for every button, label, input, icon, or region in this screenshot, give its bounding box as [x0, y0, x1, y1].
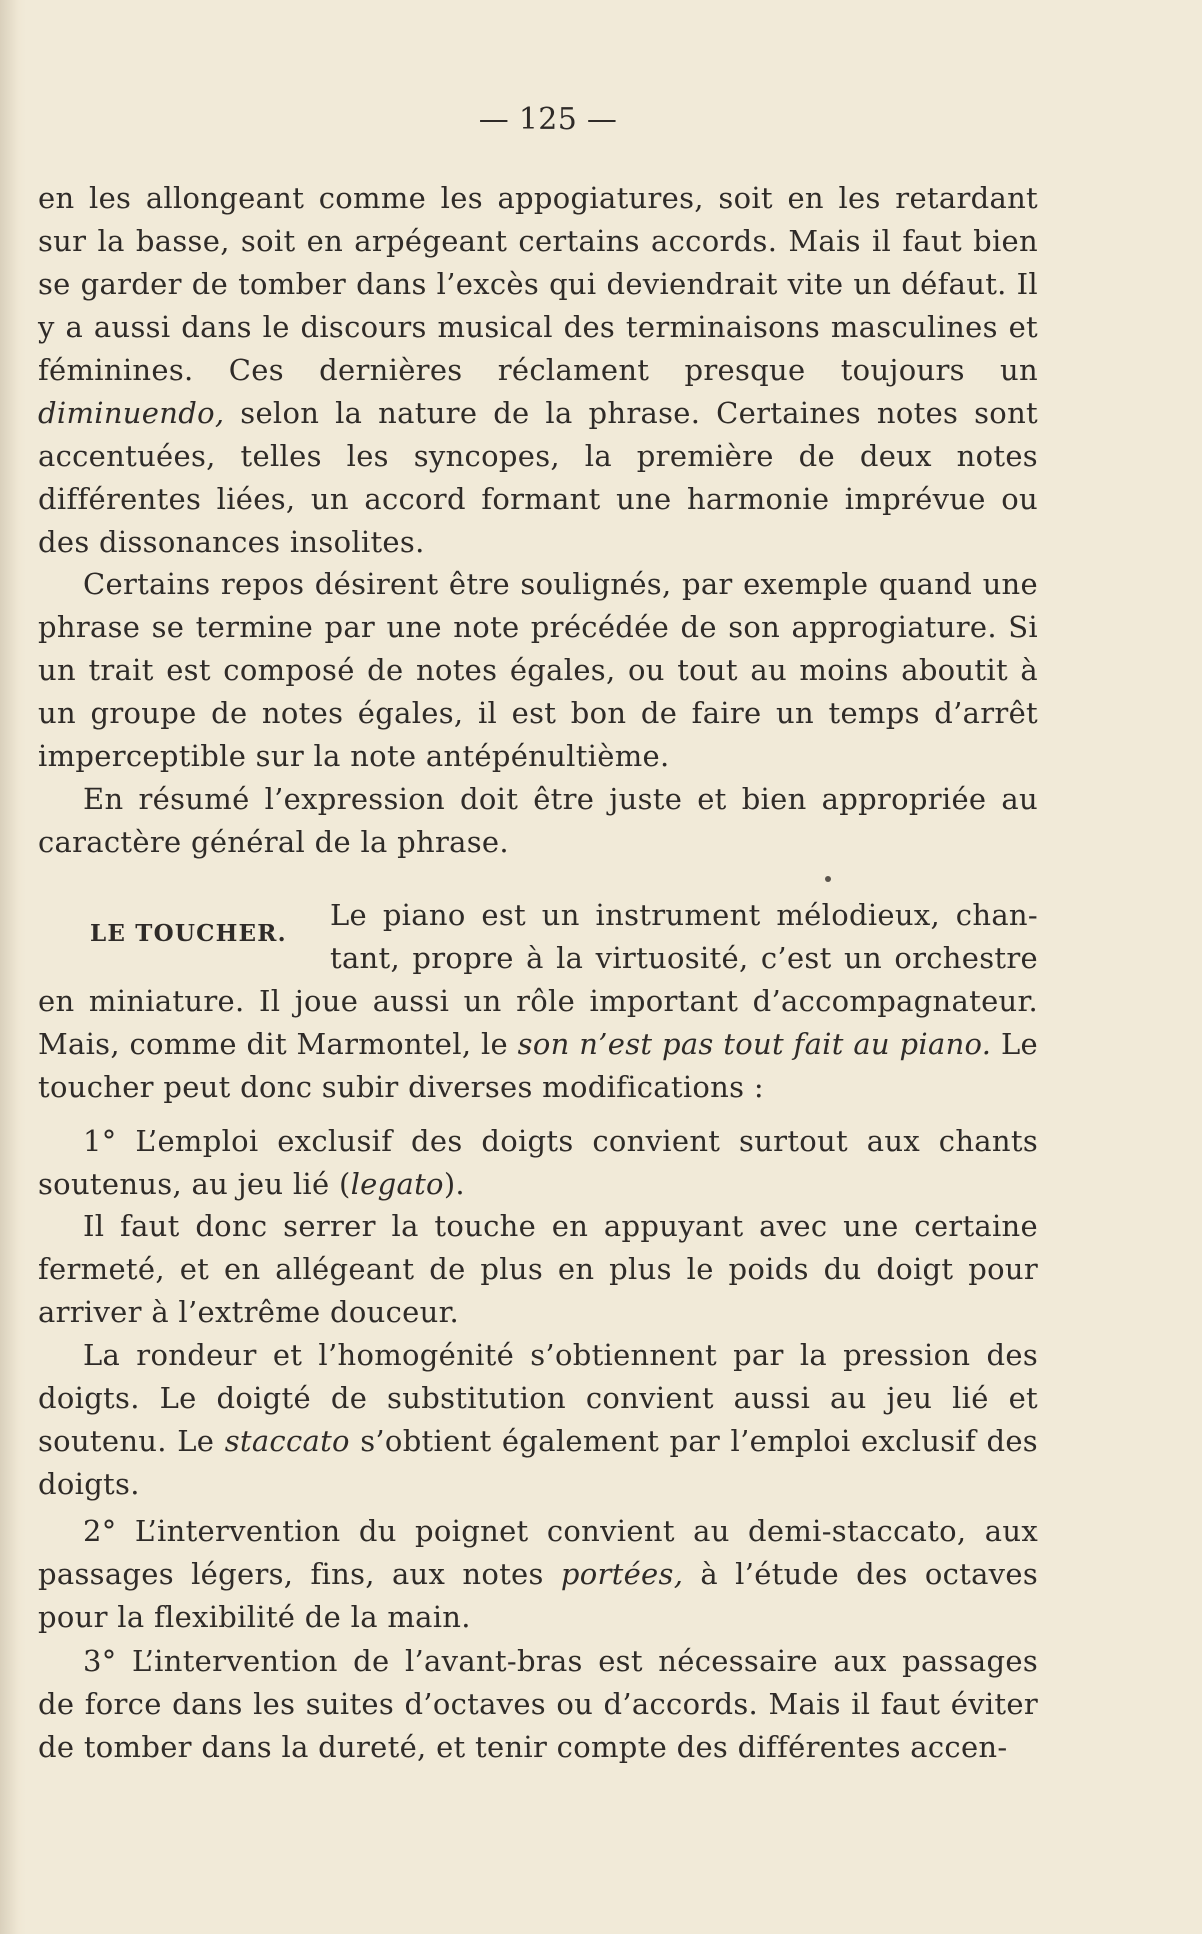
paragraph-8-end: à l’étude des octaves pour la flexibilité de la main.	[38, 1557, 1039, 1634]
paragraph-6: Il faut donc serrer la touche en appuyant avec une certaine fermeté, et en allégeant de plus en plus le poids du doigt pour arriver à l’extrême douceur.	[38, 1209, 1038, 1329]
section-heading-block	[38, 894, 1038, 988]
paragraph-7-italic: staccato	[224, 1424, 350, 1458]
paragraph-3: En résumé l’expression doit être juste et bien appropriée au caractère général de la phrase.	[38, 782, 1038, 859]
side-heading: LE TOUCHER.	[90, 920, 287, 947]
ink-dot	[825, 876, 831, 882]
heading-line-2: tant, propre à la virtuosité, c’est un orchestre	[330, 941, 1038, 975]
page-gutter-shadow	[0, 0, 26, 1934]
paragraph-5-end: ).	[443, 1167, 465, 1201]
paragraph-8-italic: portées,	[560, 1557, 684, 1591]
paragraph-5-text: 1° L’emploi exclusif des doigts convient surtout aux chants soutenus, au jeu lié (	[38, 1124, 1038, 1201]
paragraph-7	[38, 1334, 1038, 1506]
paragraph-4-italic: son n’est pas tout fait au piano.	[517, 1027, 992, 1061]
book-page	[38, 0, 1038, 1934]
paragraph-9: 3° L’intervention de l’avant-bras est nécessaire aux passages de force dans les suites d’octaves ou d’accords. Mais il faut éviter de tomber dans la dureté, et tenir compte des différentes accen-	[38, 1644, 1038, 1764]
paragraph-1-italic: diminuendo,	[38, 396, 225, 430]
paragraph-8	[38, 1510, 1038, 1639]
paragraph-1	[38, 177, 1038, 564]
paragraph-4	[38, 980, 1038, 1109]
paragraph-4-text: en miniature. Il joue aussi un rôle important d’accompagnateur. Mais, comme dit Marmontel, le	[38, 984, 1038, 1061]
heading-line-1: Le piano est un instrument mélodieux, chan-	[330, 898, 1038, 932]
page-number: — 125 —	[478, 102, 618, 137]
paragraph-4-end: Le toucher peut donc subir diverses modifications :	[38, 1027, 1038, 1104]
paragraph-7-end: s’obtient également par l’emploi exclusif des doigts.	[38, 1424, 1038, 1501]
paragraph-7-text: La rondeur et l’homogénité s’obtiennent par la pression des doigts. Le doigté de substitution convient aussi au jeu lié et soutenu. Le	[38, 1338, 1038, 1458]
paragraph-5-italic: legato	[350, 1167, 444, 1201]
paragraph-1-end: selon la nature de la phrase. Certaines notes sont accentuées, telles les syncopes, la première de deux notes différentes liées, un accord formant une harmonie imprévue ou des dissonances insolites.	[38, 396, 1038, 559]
paragraph-8-text: 2° L’intervention du poignet convient au demi-staccato, aux passages légers, fins, aux notes	[38, 1514, 1038, 1591]
paragraph-2: Certains repos désirent être soulignés, par exemple quand une phrase se termine par une note précédée de son approgiature. Si un trait est composé de notes égales, ou tout au moins aboutit à un groupe de notes égales, il est bon de faire un temps d’arrêt imperceptible sur la note antépénultième.	[38, 567, 1038, 773]
paragraph-1-text: en les allongeant comme les appogiatures, soit en les retardant sur la basse, soit en arpégeant certains accords. Mais il faut bien se garder de tomber dans l’excès qui deviendrait vite un défaut. Il y a aussi dans le discours musical des terminaisons masculines et féminines. Ces dernières réclament presque toujours un	[38, 181, 1038, 387]
paragraph-5	[38, 1120, 1038, 1206]
